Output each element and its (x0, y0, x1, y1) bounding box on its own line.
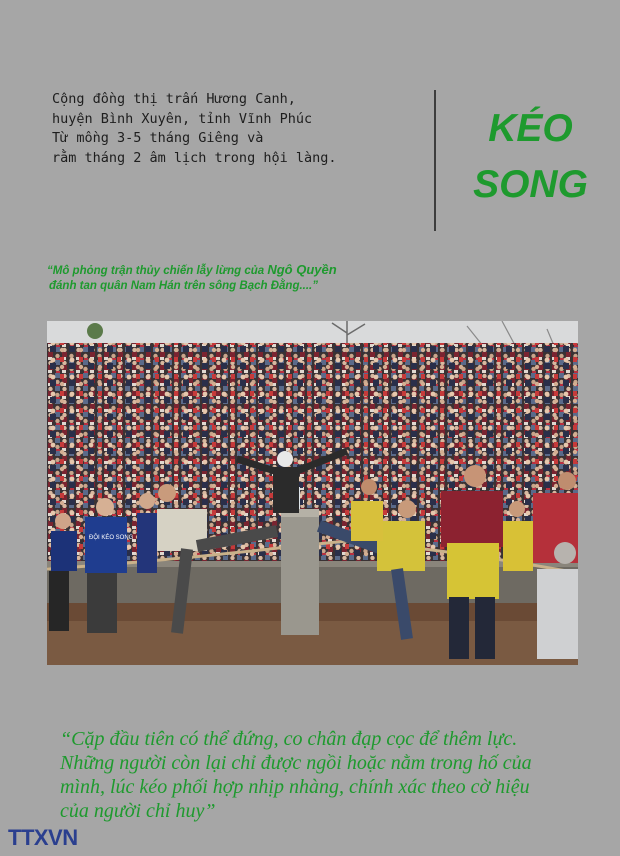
intro-text (52, 90, 422, 168)
shirt-text: ĐỘI KÉO SONG (89, 535, 134, 541)
quote-line: Những người còn lại chỉ được ngồi hoặc nằm trong hố của (60, 752, 532, 774)
main-quote (60, 727, 600, 823)
title-line-2: SONG (473, 163, 588, 206)
vertical-divider (434, 90, 436, 231)
sub-quote-text: “Mô phỏng trận thủy chiến lẫy lừng của (47, 265, 268, 277)
logo-text: TTXVN (8, 825, 78, 850)
festival-photo (47, 321, 578, 665)
ttxvn-logo (8, 825, 78, 851)
intro-line: Từ mồng 3-5 tháng Giêng và (52, 130, 264, 146)
intro-line: rằm tháng 2 âm lịch trong hội làng. (52, 149, 337, 166)
sub-quote-highlight: Ngô Quyền (267, 262, 337, 277)
intro-line: huyện Bình Xuyên, tỉnh Vĩnh Phúc (52, 110, 313, 127)
quote-line: “Cặp đầu tiên có thể đứng, co chân đạp cọc để thêm lực. (60, 728, 518, 750)
quote-line: mình, lúc kéo phối hợp nhịp nhàng, chính xác theo cờ hiệu (60, 776, 530, 798)
title-line-1: KÉO (488, 107, 573, 150)
quote-line: của người chỉ huy” (60, 800, 216, 822)
page-title (448, 101, 613, 213)
sub-quote-line-2: đánh tan quân Nam Hán trên sông Bạch Đằng....” (49, 280, 318, 292)
intro-line: Cộng đồng thị trấn Hương Canh, (52, 91, 296, 107)
sub-quote (47, 262, 587, 294)
